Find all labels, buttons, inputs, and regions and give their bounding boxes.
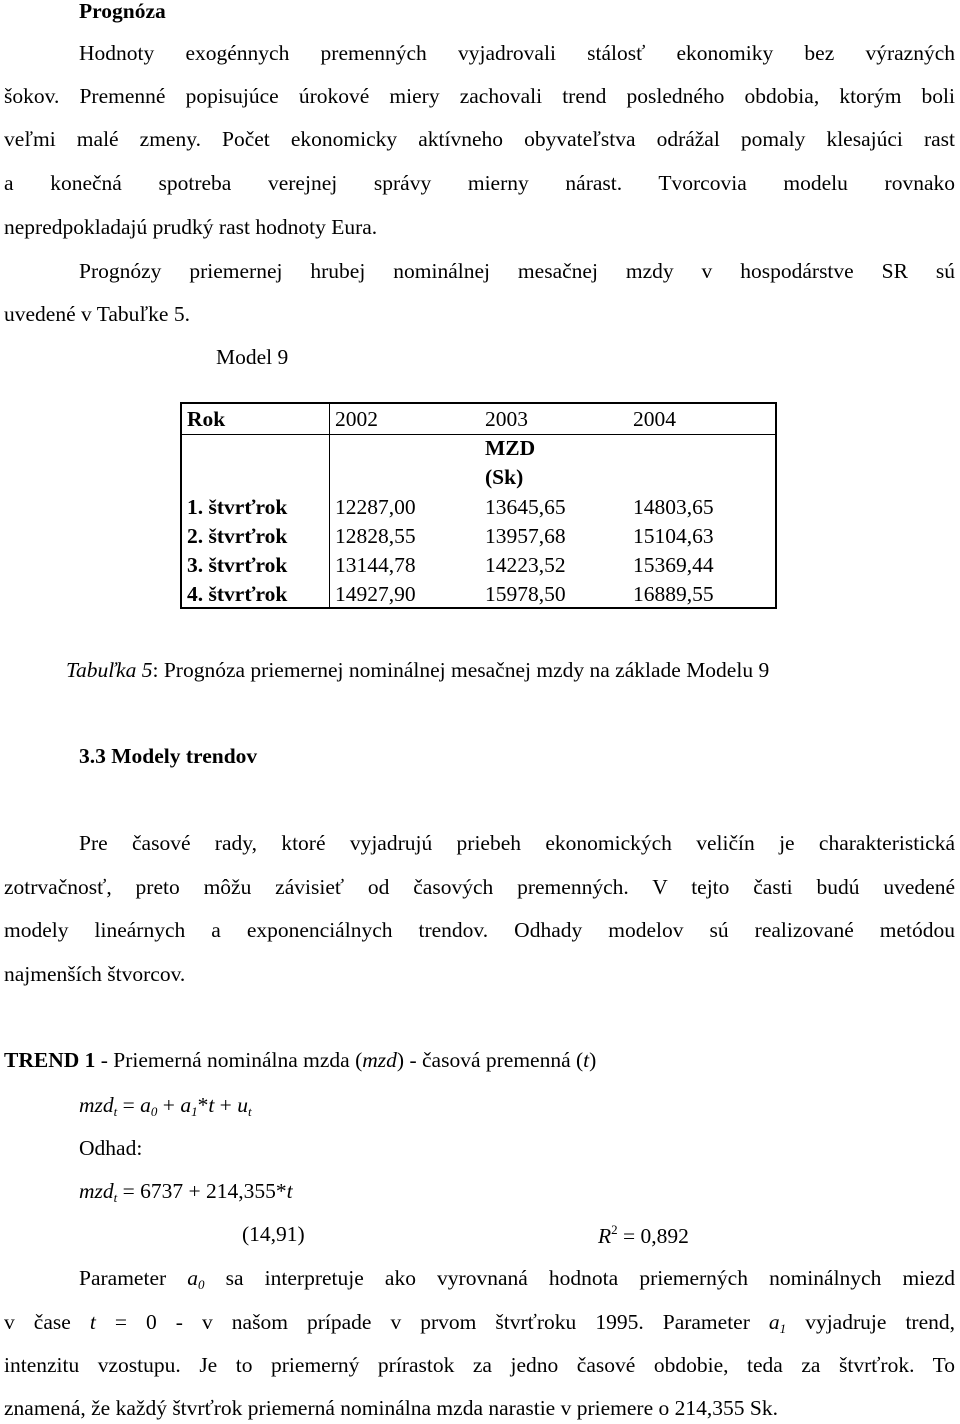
r-squared: $R^2 = 0,892$ <box>598 1222 689 1248</box>
t-statistic: (14,91) <box>242 1222 305 1246</box>
paragraph-line: Hodnoty exogénnych premenných vyjadrovali stálosť ekonomiky bez výrazných <box>79 41 955 65</box>
model-equation: $mzd_t = a_0 + a_1*t + u_t$ <box>79 1093 252 1119</box>
table-header-year: 2002 <box>335 407 378 431</box>
caption-label: Tabuľka 5 <box>66 658 153 682</box>
table-cell: 15978,50 <box>485 582 566 606</box>
paragraph-line: najmenších štvorcov. <box>4 962 186 986</box>
paragraph-line: nepredpokladajú prudký rast hodnoty Eura. <box>4 215 378 239</box>
paragraph-line: v čase t = 0 - v našom prípade v prvom štvrťroku 1995. Parameter $a_1$ vyjadruje trend, <box>4 1310 955 1336</box>
paragraph-line: intenzitu vzostupu. Je to priemerný prírastok za jedno časové obdobie, teda za štvrťrok. To <box>4 1353 955 1377</box>
table-row-label: 4. štvrťrok <box>187 582 288 606</box>
table-cell: 12287,00 <box>335 495 416 519</box>
table-cell: 14803,65 <box>633 495 714 519</box>
forecast-table <box>180 402 777 609</box>
table-row-label: 2. štvrťrok <box>187 524 288 548</box>
table-caption: Tabuľka 5: Prognóza priemernej nominálnej mesačnej mzdy na základe Modelu 9 <box>66 658 770 682</box>
table-unit-label: MZD <box>485 436 536 460</box>
table-header-year: 2004 <box>633 407 676 431</box>
table-cell: 14927,90 <box>335 582 416 606</box>
paragraph-line: znamená, že každý štvrťrok priemerná nominálna mzda narastie v priemere o 214,355 Sk. <box>4 1396 778 1420</box>
trend-title: TREND 1 - Priemerná nominálna mzda (mzd) - časová premenná (t) <box>4 1048 597 1072</box>
table-row-label: 3. štvrťrok <box>187 553 288 577</box>
paragraph-line: a konečná spotreba verejnej správy mierny nárast. Tvorcovia modelu rovnako <box>4 171 955 195</box>
paragraph-line: modely lineárnych a exponenciálnych trendov. Odhady modelov sú realizované metódou <box>4 918 955 942</box>
table-cell: 13645,65 <box>485 495 566 519</box>
estimate-label: Odhad: <box>79 1136 143 1160</box>
table-cell: 15369,44 <box>633 553 714 577</box>
table-row-label: 1. štvrťrok <box>187 495 288 519</box>
paragraph-line: Prognózy priemernej hrubej nominálnej mesačnej mzdy v hospodárstve SR sú <box>79 259 955 283</box>
estimated-equation: mzd$_t$ = 6737 + 214,355*t <box>79 1179 293 1205</box>
paragraph-line: Parameter $a_0$ sa interpretuje ako vyrovnaná hodnota priemerných nominálnych miezd <box>79 1266 955 1292</box>
model-label: Model 9 <box>216 345 289 369</box>
table-header-rok: Rok <box>187 407 226 431</box>
table-header-year: 2003 <box>485 407 528 431</box>
table-cell: 14223,52 <box>485 553 566 577</box>
table-cell: 12828,55 <box>335 524 416 548</box>
section-heading: Prognóza <box>79 0 166 23</box>
table-cell: 13957,68 <box>485 524 566 548</box>
paragraph-line: Pre časové rady, ktoré vyjadrujú priebeh ekonomických veličín je charakteristická <box>79 831 955 855</box>
table-cell: 13144,78 <box>335 553 416 577</box>
section-title: 3.3 Modely trendov <box>79 744 258 768</box>
paragraph-line: šokov. Premenné popisujúce úrokové miery zachovali trend posledného obdobia, ktorým boli <box>4 84 955 108</box>
paragraph-line: zotrvačnosť, preto môžu závisieť od časových premenných. V tejto časti budú uvedené <box>4 875 955 899</box>
table-header-divider <box>182 434 775 435</box>
paragraph-line: uvedené v Tabuľke 5. <box>4 302 190 326</box>
table-cell: 16889,55 <box>633 582 714 606</box>
table-unit-label: (Sk) <box>485 465 524 489</box>
paragraph-line: veľmi malé zmeny. Počet ekonomicky aktívneho obyvateľstva odrážal pomaly klesajúci rast <box>4 127 955 151</box>
table-cell: 15104,63 <box>633 524 714 548</box>
